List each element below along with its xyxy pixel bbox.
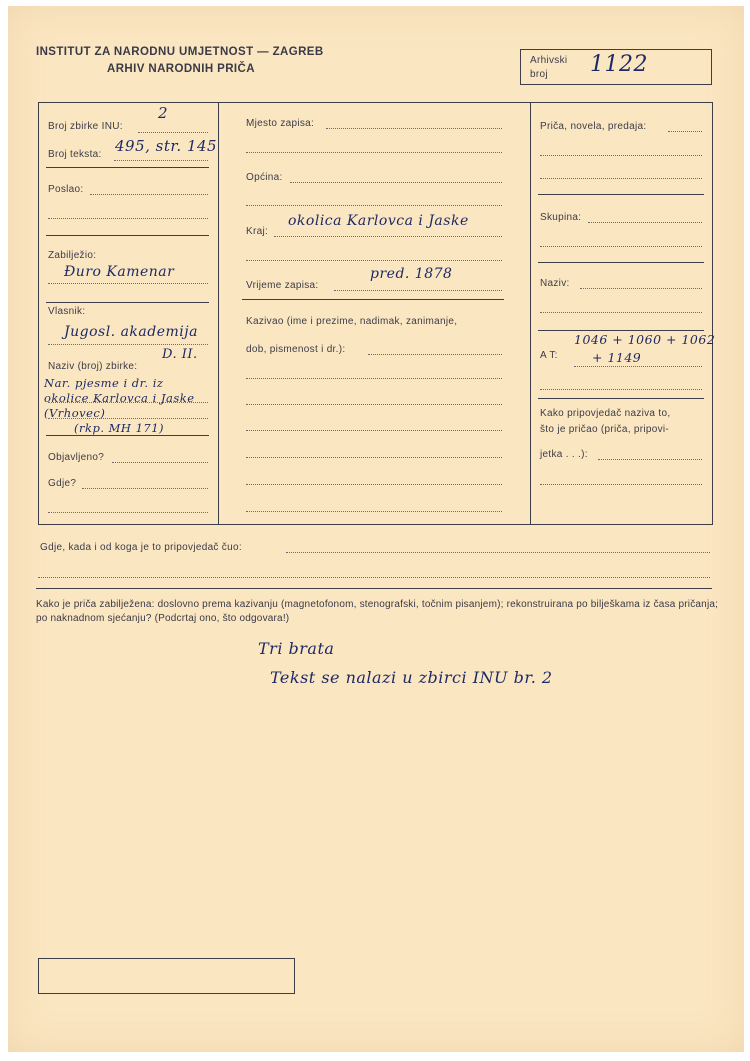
notes-line-1: Tri brata	[258, 639, 335, 658]
narrator-name-label-1: Kako pripovjedač naziva to,	[540, 408, 671, 419]
archive-number-label-1: Arhivski	[530, 55, 568, 66]
collection-name-line-1: Nar. pjesme i dr. iz	[44, 376, 164, 390]
time-label: Vrijeme zapisa:	[246, 280, 319, 291]
archive-card	[8, 6, 744, 1052]
group-label: Skupina:	[540, 212, 582, 223]
narrator-name-label-2: što je pričao (priča, pripovi-	[540, 424, 670, 435]
title-label: Naziv:	[540, 278, 570, 289]
recorded-by-label: Zabilježio:	[48, 250, 97, 261]
where-label: Gdje?	[48, 478, 77, 489]
institute-title: INSTITUT ZA NARODNU UMJETNOST — ZAGREB	[36, 46, 324, 58]
collection-name-line-3: (Vrhovec)	[44, 406, 106, 420]
region-label: Kraj:	[246, 226, 269, 237]
grid-divider-left	[218, 102, 219, 525]
heard-label: Gdje, kada i od koga je to pripovjedač čuo:	[40, 542, 242, 553]
collection-no-value: 2	[158, 104, 169, 122]
region-value: okolica Karlovca i Jaske	[288, 213, 469, 229]
municipality-label: Općina:	[246, 172, 283, 183]
recording-method-text: Kako je priča zabilježena: doslovno prema kazivanju (magnetofonom, stenografski, točnim pisanjem); rekonstruirana po bilješkama iz časa pričanja; po naknadnom sjećanju? (Podcrtaj ono, što odgovara!)	[36, 599, 719, 624]
notes-line-2: Tekst se nalazi u zbirci INU br. 2	[270, 668, 553, 687]
collection-name-label: Naziv (broj) zbirke:	[48, 361, 138, 372]
owner-value: Jugosl. akademija	[64, 324, 198, 340]
grid-divider-right	[530, 102, 531, 525]
text-no-label: Broj teksta:	[48, 149, 102, 160]
archive-number-label-2: broj	[530, 69, 548, 80]
collection-name-line-2: okolice Karlovca i Jaske	[44, 391, 195, 405]
narrator-label-2: dob, pismenost i dr.):	[246, 344, 346, 355]
at-value-2: + 1149	[592, 350, 642, 365]
narrator-name-label-3: jetka . . .):	[540, 449, 588, 460]
collection-name-value: D. II.	[162, 347, 198, 362]
place-label: Mjesto zapisa:	[246, 118, 315, 129]
bottom-blank-box	[38, 958, 295, 994]
narrator-label-1: Kazivao (ime i prezime, nadimak, zanimanje,	[246, 316, 458, 327]
recorded-by-value: Đuro Kamenar	[64, 264, 175, 280]
at-label: A T:	[540, 350, 558, 361]
owner-label: Vlasnik:	[48, 306, 86, 317]
archive-title: ARHIV NARODNIH PRIČA	[107, 63, 255, 75]
text-no-value: 495, str. 145	[115, 137, 218, 155]
collection-name-line-4: (rkp. MH 171)	[74, 421, 165, 435]
time-value: pred. 1878	[370, 266, 453, 282]
sent-by-label: Poslao:	[48, 184, 84, 195]
at-value-1: 1046 + 1060 + 1062	[574, 332, 716, 347]
published-label: Objavljeno?	[48, 452, 105, 463]
collection-no-label: Broj zbirke INU:	[48, 121, 123, 132]
genre-label: Priča, novela, predaja:	[540, 121, 647, 132]
archive-number-value: 1122	[590, 52, 648, 77]
